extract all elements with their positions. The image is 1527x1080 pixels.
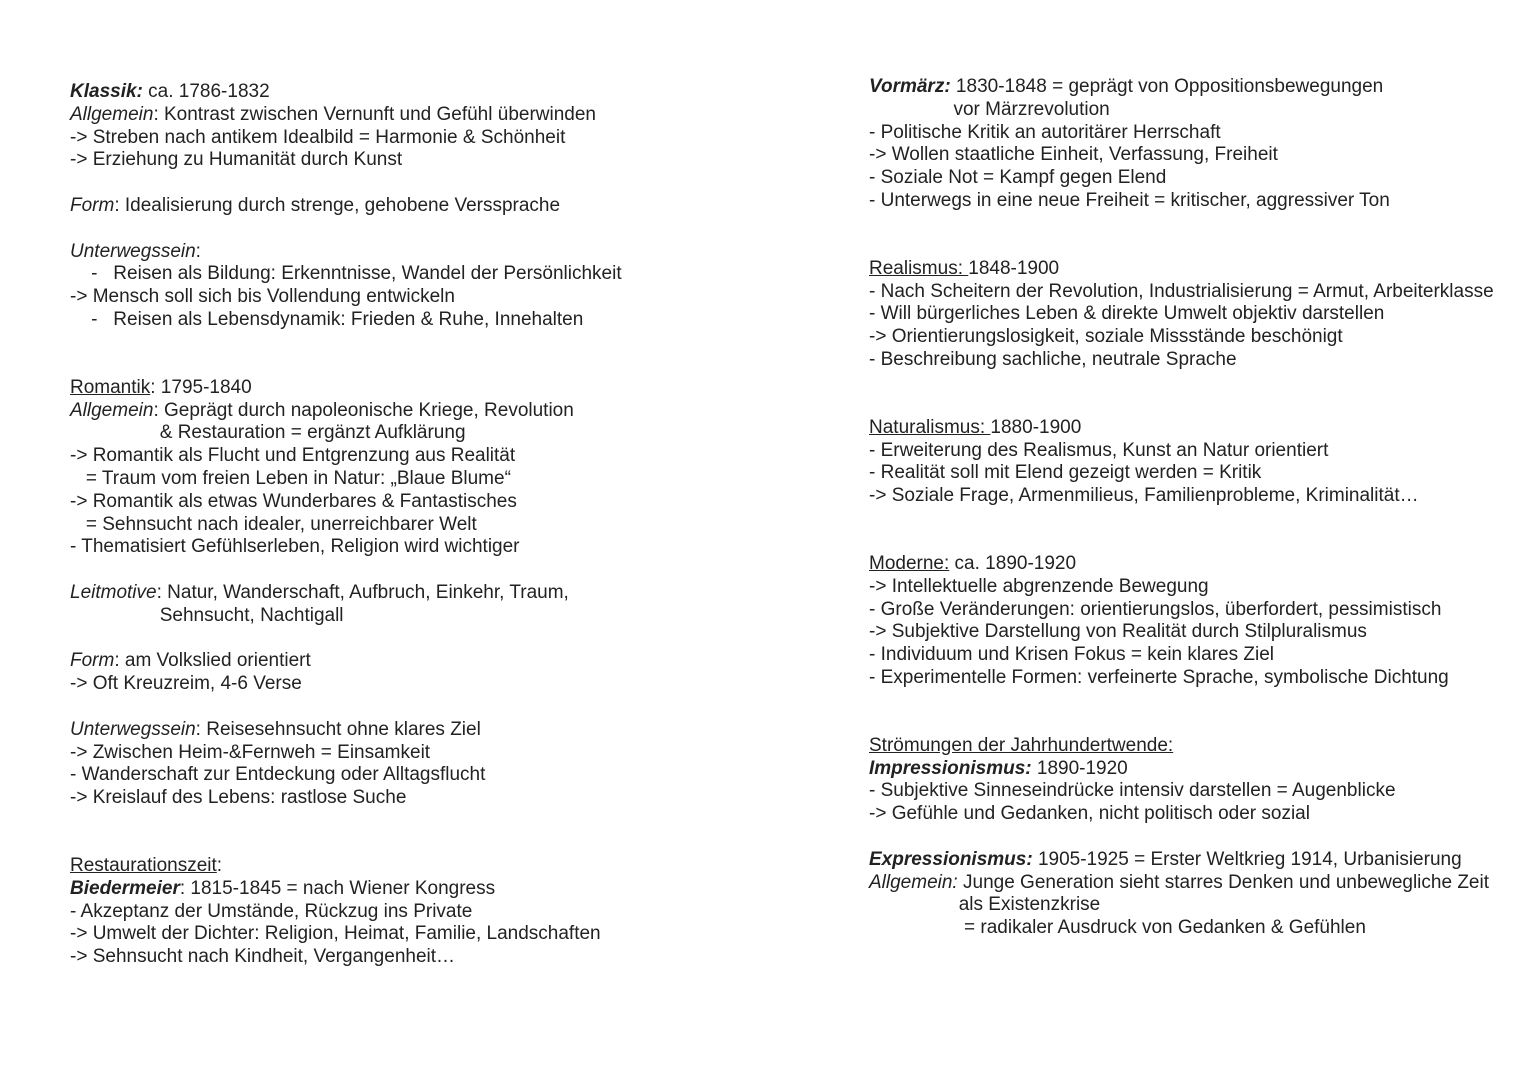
romantik-unterwegs xyxy=(70,719,790,742)
klassik-unterwegs-2: -> Mensch soll sich bis Vollendung entwickeln xyxy=(70,286,455,308)
romantik-dates: : 1795-1840 xyxy=(150,376,252,398)
realismus-line-1: - Nach Scheitern der Revolution, Industrialisierung = Armut, Arbeiterklasse xyxy=(869,280,1494,302)
klassik-unterwegs-1: - Reisen als Bildung: Erkenntnisse, Wandel der Persönlichkeit xyxy=(70,263,622,285)
moderne-line-4: - Individuum und Krisen Fokus = kein klares Ziel xyxy=(869,644,1274,666)
romantik-form-label: Form xyxy=(70,650,115,672)
expressionismus-allgemein-text: Junge Generation sieht starres Denken und unbewegliche Zeit xyxy=(957,871,1489,893)
impressionismus-line xyxy=(869,758,1524,781)
moderne-line-1: -> Intellektuelle abgrenzende Bewegung xyxy=(869,575,1209,597)
romantik-line-1: -> Romantik als Flucht und Entgrenzung aus Realität xyxy=(70,445,516,467)
moderne-line-5: - Experimentelle Formen: verfeinerte Sprache, symbolische Dichtung xyxy=(869,666,1449,688)
romantik-unterwegs-1: -> Zwischen Heim-&Fernweh = Einsamkeit xyxy=(70,741,431,763)
realismus-line-2: - Will bürgerliches Leben & direkte Umwelt objektiv darstellen xyxy=(869,303,1385,325)
klassik-allgemein xyxy=(70,104,790,127)
section-restauration xyxy=(70,855,790,969)
romantik-leitmotive xyxy=(70,582,790,605)
klassik-unterwegs-label: Unterwegssein xyxy=(70,240,196,262)
biedermeier-line xyxy=(70,878,790,901)
romantik-heading-line xyxy=(70,377,790,400)
vormaerz-line-3: - Soziale Not = Kampf gegen Elend xyxy=(869,167,1167,189)
romantik-line-2: = Traum vom freien Leben in Natur: „Blaue Blume“ xyxy=(70,467,511,489)
restauration-line-3: -> Sehnsucht nach Kindheit, Vergangenheit… xyxy=(70,946,456,968)
romantik-line-5: - Thematisiert Gefühlserleben, Religion wird wichtiger xyxy=(70,536,520,558)
vormaerz-text-2: vor Märzrevolution xyxy=(869,98,1110,120)
impressionismus-dates: 1890-1920 xyxy=(1031,757,1128,779)
vormaerz-line-4: - Unterwegs in eine neue Freiheit = kritischer, aggressiver Ton xyxy=(869,189,1390,211)
klassik-form xyxy=(70,195,790,218)
stroemungen-heading: Strömungen der Jahrhundertwende: xyxy=(869,734,1174,756)
klassik-form-label: Form xyxy=(70,194,115,216)
section-moderne xyxy=(869,553,1524,690)
klassik-unterwegs xyxy=(70,241,790,264)
restauration-colon: : xyxy=(216,854,223,876)
section-realismus xyxy=(869,258,1524,372)
romantik-line-3: -> Romantik als etwas Wunderbares & Fantastisches xyxy=(70,490,517,512)
vormaerz-text: 1830-1848 = geprägt von Oppositionsbewegungen xyxy=(950,76,1384,97)
romantik-form-text: : am Volkslied orientiert xyxy=(114,650,311,672)
realismus-line-3: -> Orientierungslosigkeit, soziale Missstände beschönigt xyxy=(869,326,1343,348)
biedermeier-text: : 1815-1845 = nach Wiener Kongress xyxy=(179,877,496,899)
romantik-form-2: -> Oft Kreuzreim, 4-6 Verse xyxy=(70,673,302,695)
klassik-form-text: : Idealisierung durch strenge, gehobene Verssprache xyxy=(114,194,561,216)
expressionismus-allgemein-label: Allgemein: xyxy=(869,871,958,893)
romantik-unterwegs-3: -> Kreislauf des Lebens: rastlose Suche xyxy=(70,787,407,809)
moderne-line-3: -> Subjektive Darstellung von Realität durch Stilpluralismus xyxy=(869,621,1367,643)
impressionismus-line-1: - Subjektive Sinneseindrücke intensiv darstellen = Augenblicke xyxy=(869,780,1396,802)
romantik-line-4: = Sehnsucht nach idealer, unerreichbarer Welt xyxy=(70,513,477,535)
realismus-line-4: - Beschreibung sachliche, neutrale Sprache xyxy=(869,348,1237,370)
restauration-line-2: -> Umwelt der Dichter: Religion, Heimat, Familie, Landschaften xyxy=(70,923,601,945)
expressionismus-allgemein-2: als Existenzkrise xyxy=(869,894,1101,916)
vormaerz-line-2: -> Wollen staatliche Einheit, Verfassung, Freiheit xyxy=(869,144,1278,166)
klassik-heading-line xyxy=(70,81,790,104)
moderne-heading: Moderne: xyxy=(869,552,950,574)
vormaerz-heading-line xyxy=(869,76,1524,99)
vormaerz-line-1: - Politische Kritik an autoritärer Herrschaft xyxy=(869,121,1221,143)
restauration-line-1: - Akzeptanz der Umstände, Rückzug ins Private xyxy=(70,900,473,922)
moderne-heading-line xyxy=(869,553,1524,576)
right-column xyxy=(869,0,1524,940)
left-column xyxy=(70,0,790,969)
restauration-heading-line xyxy=(70,855,790,878)
romantik-unterwegs-label: Unterwegssein xyxy=(70,718,196,740)
expressionismus-label: Expressionismus: xyxy=(869,848,1033,870)
naturalismus-line-3: -> Soziale Frage, Armenmilieus, Familienprobleme, Kriminalität… xyxy=(869,485,1419,507)
romantik-leitmotive-label: Leitmotive xyxy=(70,581,157,603)
impressionismus-line-2: -> Gefühle und Gedanken, nicht politisch oder sozial xyxy=(869,803,1310,825)
naturalismus-line-1: - Erweiterung des Realismus, Kunst an Natur orientiert xyxy=(869,439,1329,461)
expressionismus-allgemein-3: = radikaler Ausdruck von Gedanken & Gefühlen xyxy=(869,917,1366,939)
expressionismus-allgemein xyxy=(869,872,1524,895)
romantik-heading: Romantik xyxy=(70,376,151,398)
moderne-line-2: - Große Veränderungen: orientierungslos, überfordert, pessimistisch xyxy=(869,598,1442,620)
naturalismus-line-2: - Realität soll mit Elend gezeigt werden = Kritik xyxy=(869,462,1262,484)
klassik-unterwegs-colon: : xyxy=(195,240,201,262)
romantik-form xyxy=(70,650,790,673)
romantik-leitmotive-text: : Natur, Wanderschaft, Aufbruch, Einkehr, Traum, xyxy=(156,581,569,603)
romantik-allgemein-label: Allgemein xyxy=(70,399,154,421)
klassik-heading: Klassik: xyxy=(70,81,143,102)
romantik-unterwegs-2: - Wanderschaft zur Entdeckung oder Alltagsflucht xyxy=(70,764,486,786)
klassik-unterwegs-3: - Reisen als Lebensdynamik: Frieden & Ruhe, Innehalten xyxy=(70,308,584,330)
romantik-allgemein-text: : Geprägt durch napoleonische Kriege, Revolution xyxy=(153,399,574,421)
romantik-allgemein xyxy=(70,400,790,423)
klassik-allgemein-label: Allgemein xyxy=(70,103,154,125)
section-naturalismus xyxy=(869,417,1524,508)
romantik-allgemein-2: & Restauration = ergänzt Aufklärung xyxy=(70,422,466,444)
biedermeier-label: Biedermeier xyxy=(70,877,180,899)
section-vormaerz xyxy=(869,76,1524,213)
moderne-dates: ca. 1890-1920 xyxy=(949,552,1077,574)
section-romantik xyxy=(70,377,790,810)
klassik-line-1: -> Streben nach antikem Idealbild = Harmonie & Schönheit xyxy=(70,126,566,148)
naturalismus-heading: Naturalismus: xyxy=(869,416,991,438)
klassik-allgemein-text: : Kontrast zwischen Vernunft und Gefühl überwinden xyxy=(153,103,596,125)
romantik-unterwegs-text: : Reisesehnsucht ohne klares Ziel xyxy=(195,718,481,740)
naturalismus-dates: 1880-1900 xyxy=(990,416,1082,438)
realismus-heading: Realismus: xyxy=(869,257,969,279)
expressionismus-line xyxy=(869,849,1524,872)
naturalismus-heading-line xyxy=(869,417,1524,440)
romantik-leitmotive-2: Sehnsucht, Nachtigall xyxy=(70,604,344,626)
section-stroemungen xyxy=(869,735,1524,940)
klassik-dates: ca. 1786-1832 xyxy=(142,81,270,102)
realismus-heading-line xyxy=(869,258,1524,281)
impressionismus-label: Impressionismus: xyxy=(869,757,1032,779)
realismus-dates: 1848-1900 xyxy=(968,257,1060,279)
restauration-heading: Restaurationszeit xyxy=(70,854,217,876)
section-klassik xyxy=(70,81,790,332)
klassik-line-2: -> Erziehung zu Humanität durch Kunst xyxy=(70,149,403,171)
expressionismus-text: 1905-1925 = Erster Weltkrieg 1914, Urbanisierung xyxy=(1032,848,1462,870)
vormaerz-heading: Vormärz: xyxy=(869,76,951,97)
